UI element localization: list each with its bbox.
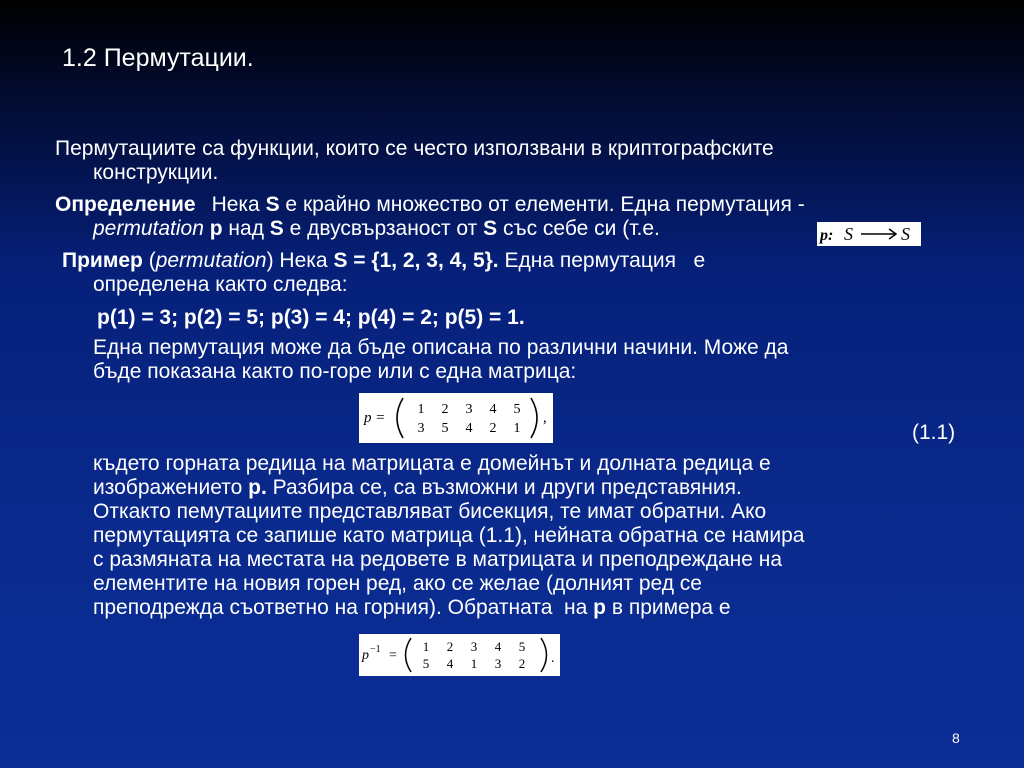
mapping-domain: S <box>844 224 853 244</box>
text: над <box>222 217 270 240</box>
inverse-superscript: −1 <box>370 644 381 655</box>
text: Нека <box>211 193 266 216</box>
term-permutation: permutation <box>155 249 267 272</box>
definition-line-2 <box>93 217 660 241</box>
matrix-bottom-entry: 4 <box>465 421 473 436</box>
intro-line-2: конструкции. <box>93 161 219 184</box>
mapping-formula <box>817 222 921 246</box>
set-definition: S = {1, 2, 3, 4, 5}. <box>333 249 499 272</box>
text: ) Нека <box>266 249 334 272</box>
text: със себе си (т.е. <box>497 217 660 240</box>
equation-number: (1.1) <box>912 421 956 444</box>
inverse-bottom-entry: 4 <box>446 656 454 671</box>
inverse-top-entry: 2 <box>446 639 454 654</box>
inverse-matrix-formula <box>359 634 560 676</box>
set-symbol: S <box>483 217 498 240</box>
matrix-bottom-entry: 2 <box>489 421 497 436</box>
text: ( <box>142 249 156 272</box>
term-permutation: permutation <box>93 217 204 240</box>
example-values: p(1) = 3; p(2) = 5; p(3) = 4; p(4) = 2; p(5) = 1. <box>97 306 525 329</box>
matrix-top-entry: 4 <box>489 402 497 417</box>
matrix-top-entry: 2 <box>441 402 449 417</box>
mapping-codomain: S <box>901 224 910 244</box>
inverse-bottom-entry: 3 <box>494 656 502 671</box>
mapping-lhs: p: <box>820 227 834 244</box>
inverse-bottom-entry: 5 <box>422 656 430 671</box>
slide-title: 1.2 Пермутации. <box>62 44 254 72</box>
text: е крайно множество от елементи. Една пермутация - <box>279 193 805 216</box>
matrix-trailing: , <box>543 410 547 426</box>
example-line-1 <box>62 249 705 273</box>
matrix-top-entry: 1 <box>417 402 425 417</box>
body-line-6: елементите на новия горен ред, ако се желае (долният ред се <box>93 572 702 595</box>
matrix-bottom-entry: 5 <box>441 421 449 436</box>
text: Една пермутация е <box>498 249 706 272</box>
matrix-top-entry: 3 <box>465 402 473 417</box>
page-number: 8 <box>952 730 960 746</box>
inverse-equals: = <box>389 648 397 663</box>
inverse-top-entry: 1 <box>422 639 430 654</box>
symbol-p: p. <box>248 476 267 499</box>
text: Разбира се, са възможни и други представяния. <box>266 476 742 499</box>
description-line-2: бъде показана както по-горе или с една матрица: <box>93 360 577 383</box>
matrix-bottom-entry: 3 <box>417 421 425 436</box>
body-line-1: където горната редица на матрицата е домейнът и долната редица е <box>93 452 771 475</box>
definition-line-1 <box>55 193 805 217</box>
text: е двусвързаност от <box>283 217 484 240</box>
symbol-p: p <box>209 217 223 240</box>
example-line-2: определена както следва: <box>93 273 348 296</box>
inverse-lhs: p <box>362 648 369 663</box>
matrix-lhs: p = <box>364 410 386 426</box>
body-line-2 <box>93 476 742 500</box>
inverse-top-entry: 3 <box>470 639 478 654</box>
example-label: Пример <box>62 249 143 272</box>
body-line-4: пермутацията се запише като матрица (1.1), нейната обратна се намира <box>93 524 805 547</box>
symbol-p: p <box>593 596 606 619</box>
body-line-3: Откакто пемутациите представляват бисекция, те имат обратни. Ако <box>93 500 767 523</box>
inverse-trailing: . <box>551 651 555 666</box>
matrix-formula <box>359 393 553 443</box>
inverse-top-entry: 5 <box>518 639 526 654</box>
text: в примера е <box>606 596 731 619</box>
matrix-top-entry: 5 <box>513 402 521 417</box>
text: изображението <box>93 476 249 499</box>
inverse-top-entry: 4 <box>494 639 502 654</box>
text: преподрежда съответно на горния). Обратната на <box>93 596 594 619</box>
inverse-bottom-entry: 2 <box>518 656 526 671</box>
intro-line-1: Пермутациите са функции, които се често използвани в криптографските <box>55 137 774 160</box>
definition-label: Определение <box>55 193 196 216</box>
description-line-1: Една пермутация може да бъде описана по различни начини. Може да <box>93 336 789 359</box>
matrix-bottom-entry: 1 <box>513 421 521 436</box>
body-line-7 <box>93 596 731 620</box>
set-symbol: S <box>269 217 284 240</box>
body-line-5: с размяната на местата на редовете в матрицата и преподреждане на <box>93 548 783 571</box>
set-symbol: S <box>265 193 280 216</box>
inverse-bottom-entry: 1 <box>470 656 478 671</box>
